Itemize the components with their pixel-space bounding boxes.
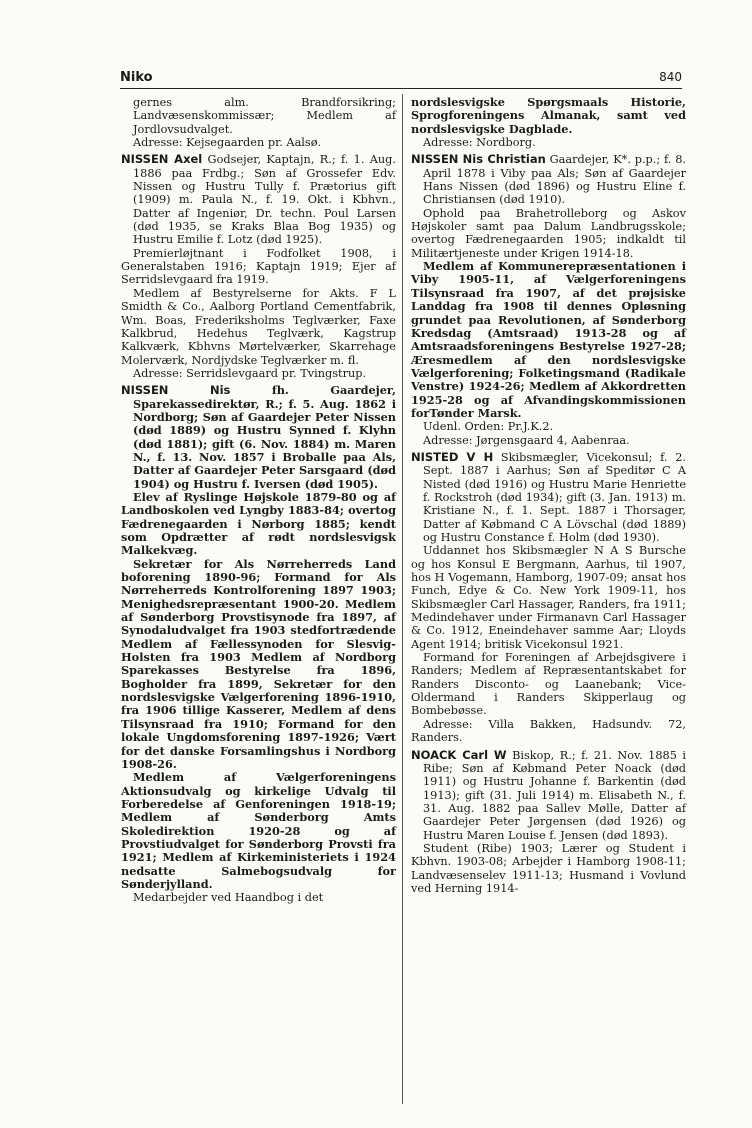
entry-nissen-axel — [121, 153, 396, 246]
address-line: Adresse: Jørgensgaard 4, Aabenraa. — [423, 433, 630, 447]
headword: NISTED V H — [411, 449, 494, 464]
header-rule — [120, 88, 682, 89]
entry-nissen-nis-christian — [411, 153, 686, 206]
paragraph: Elev af Ryslinge Højskole 1879-80 og af Landboskolen ved Lyngby 1883-84; overtog Fædrenegaarden i Nørborg 1885; kendt som Opdrætter af rødt nordslesvigsk Malkekvæg. — [121, 489, 396, 558]
left-column — [121, 96, 396, 905]
address-line: Adresse: Kejsegaarden pr. Aalsø. — [133, 136, 321, 150]
entry-nisted-v-h — [411, 451, 686, 544]
page-number: 840 — [659, 70, 682, 84]
right-column — [411, 96, 686, 895]
paragraph: Ophold paa Brahetrolleborg og Askov Højskoler samt paa Dalum Landbrugsskole; overtog Fædrenegaarden 1905; indkaldt til Militærtjeneste under Krigen 1914-18. — [411, 206, 686, 260]
running-head-title: Niko — [120, 70, 153, 85]
entry-text: fh. Gaardejer, Sparekassedirektør, R.; f. 5. Aug. 1862 i Nordborg; Søn af Gaardejer Peter Nissen (død 1889) og Hustru Synned f. Klyhn (død 1881); gift (6. Nov. 1884) m. Maren N., f. 13. Nov. 1857 i Broballe paa Als, Datter af Gaardejer Peter Sarsgaard (død 1904) og Hustru f. Iversen (død 1905). — [133, 383, 396, 491]
entry-text: Godsejer, Kaptajn, R.; f. 1. Aug. 1886 paa Frdbg.; Søn af Grossefer Edv. Nissen og Hustru Tully f. Prætorius gift (1909) m. Paula N., f. 19. Okt. i Kbhvn., Datter af Ingeniør, Dr. techn. Poul Larsen (død 1935, se Kraks Blaa Bog 1935) og Hustru Emilie f. Lotz (død 1925). — [133, 153, 396, 247]
entry-text: Skibsmægler, Vicekonsul; f. 2. Sept. 1887 i Aarhus; Søn af Speditør C A Nisted (død 1916) og Hustru Marie Henriette f. Rockstroh (død 1934); gift (3. Jan. 1913) m. Kristiane N., f. 1. Sept. 1887 i Thorsager, Datter af Købmand C A Lövschal (død 1889) og Hustru Constance f. Holm (død 1930). — [423, 450, 686, 544]
address-line: Adresse: Nordborg. — [423, 136, 536, 150]
headword: NISSEN Axel — [121, 152, 203, 167]
paragraph: Medlem af Bestyrelserne for Akts. F L Smidth & Co., Aalborg Portland Cementfabrik, Wm. Boas, Frederiksholms Teglværker, Faxe Kalkbrud, Hedehus Teglværk, Kagstrup Kalkværk, Kbhvns Mørtelværker, Skarrehage Molerværk, Nordjydske Teglværker m. fl. — [121, 286, 396, 367]
paragraph: Uddannet hos Skibsmægler N A S Bursche og hos Konsul E Bergmann, Aarhus, til 1907, hos H Vogemann, Hamborg, 1907-09; ansat hos Funch, Edye & Co. New York 1909-11, hos Skibsmægler Carl Hassager, Randers, fra 1911; Medindehaver under Firmanavn Carl Hassager & Co. 1912, Eneindehaver samme Aar; Lloyds Agent 1914; britisk Vicekonsul 1921. — [411, 544, 686, 651]
paragraph: Sekretær for Als Nørreherreds Land boforening 1890-96; Formand for Als Nørreherreds Kontrolforening 1897 1903; Menighedsrepræsentant 1900-20. Medlem af Sønderborg Provstisynode fra 1897, af Synodaludvalget fra 1903 stedfortrædende Medlem af Fællessynoden for Slesvig-Holsten fra 1903 Medlem af Nordborg Sparekasses Bestyrelse fra 1896, Bogholder fra 1899, Sekretær for den nordslesvigske Vælgerforening 1896-1910, fra 1906 tillige Kasserer, Medlem af dens Tilsynsraad fra 1910; Formand for den lokale Ungdomsforening 1897-1926; Vært for det danske Forsamlingshus i Nordborg 1908-26. — [121, 556, 396, 771]
entry-noack-carl-w — [411, 749, 686, 842]
address-line: Adresse: Villa Bakken, Hadsundv. 72, Randers. — [411, 717, 686, 745]
address-line: Adresse: Serridslevgaard pr. Tvingstrup. — [133, 366, 367, 380]
paragraph: Medlem af Kommunerepræsentationen i Viby 1905-11, af Vælgerforeningens Tilsynsraad fra 1907, af det prøjsiske Landdag fra 1908 til dennes Opløsning grundet paa Revolutionen, af Sønderborg Kredsdag (Amtsraad) 1913-28 og af Amtsraadsforeningens Bestyrelse 1927-28; Æresmedlem af den nordslesvigske Vælgerforening; Folketingsmand (Radikale Venstre) 1924-26; Medlem af Akkordretten 1925-28 og af Afvandingskommissionen forTønder Marsk. — [411, 259, 686, 420]
entry-text: Biskop, R.; f. 21. Nov. 1885 i Ribe; Søn af Købmand Peter Noack (død 1911) og Hustru Johanne f. Barkentin (død 1913); gift (31. Juli 1914) m. Elisabeth N., f. 31. Aug. 1882 paa Sallev Mølle, Datter af Gaardejer Peter Jørgensen (død 1926) og Hustru Maren Louise f. Jensen (død 1893). — [423, 748, 686, 842]
paragraph: Premierløjtnant i Fodfolket 1908, i Generalstaben 1916; Kaptajn 1919; Ejer af Serridslevgaard fra 1919. — [121, 246, 396, 287]
entry-text: Gaardejer, K*. p.p.; f. 8. April 1878 i Viby paa Als; Søn af Gaardejer Hans Nissen (død 1896) og Hustru Eline f. Christiansen (død 1910). — [423, 153, 687, 207]
paragraph: Formand for Foreningen af Arbejdsgivere i Randers; Medlem af Repræsentantskabet for Randers Disconto- og Laanebank; Vice-Oldermand i Randers Skipperlaug og Bombebøsse. — [411, 651, 686, 718]
entry-continuation: gernes alm. Brandforsikring; Landvæsenskommissær; Medlem af Jordlovsudvalget. — [133, 96, 396, 136]
entry-continuation: nordslesvigske Spørgsmaals Historie, Sprogforeningens Almanak, samt ved nordslesvigske Dagblade. — [411, 95, 686, 136]
paragraph: Medlem af Vælgerforeningens Aktionsudvalg og kirkelige Udvalg til Forberedelse af Genforeningen 1918-19; Medlem af Sønderborg Amts Skoledirektion 1920-28 og af Provstiudvalget for Sønderborg Provsti fra 1921; Medlem af Kirkeministeriets i 1924 nedsatte Salmebogsudvalg for Sønderjylland. — [121, 770, 396, 891]
paragraph: Medarbejder ved Haandbog i det — [133, 891, 324, 905]
headword: NISSEN Nis — [121, 383, 231, 398]
entry-nissen-nis — [121, 384, 396, 491]
paragraph: Student (Ribe) 1903; Lærer og Student i Kbhvn. 1903-08; Arbejder i Hamborg 1908-11; Landvæsenselev 1911-13; Husmand i Vovlund ved Herning 1914- — [411, 841, 686, 895]
headword: NOACK Carl W — [411, 747, 507, 762]
paragraph: Udenl. Orden: Pr.J.K.2. — [423, 420, 554, 434]
column-divider — [402, 94, 403, 1104]
headword: NISSEN Nis Christian — [411, 152, 546, 167]
